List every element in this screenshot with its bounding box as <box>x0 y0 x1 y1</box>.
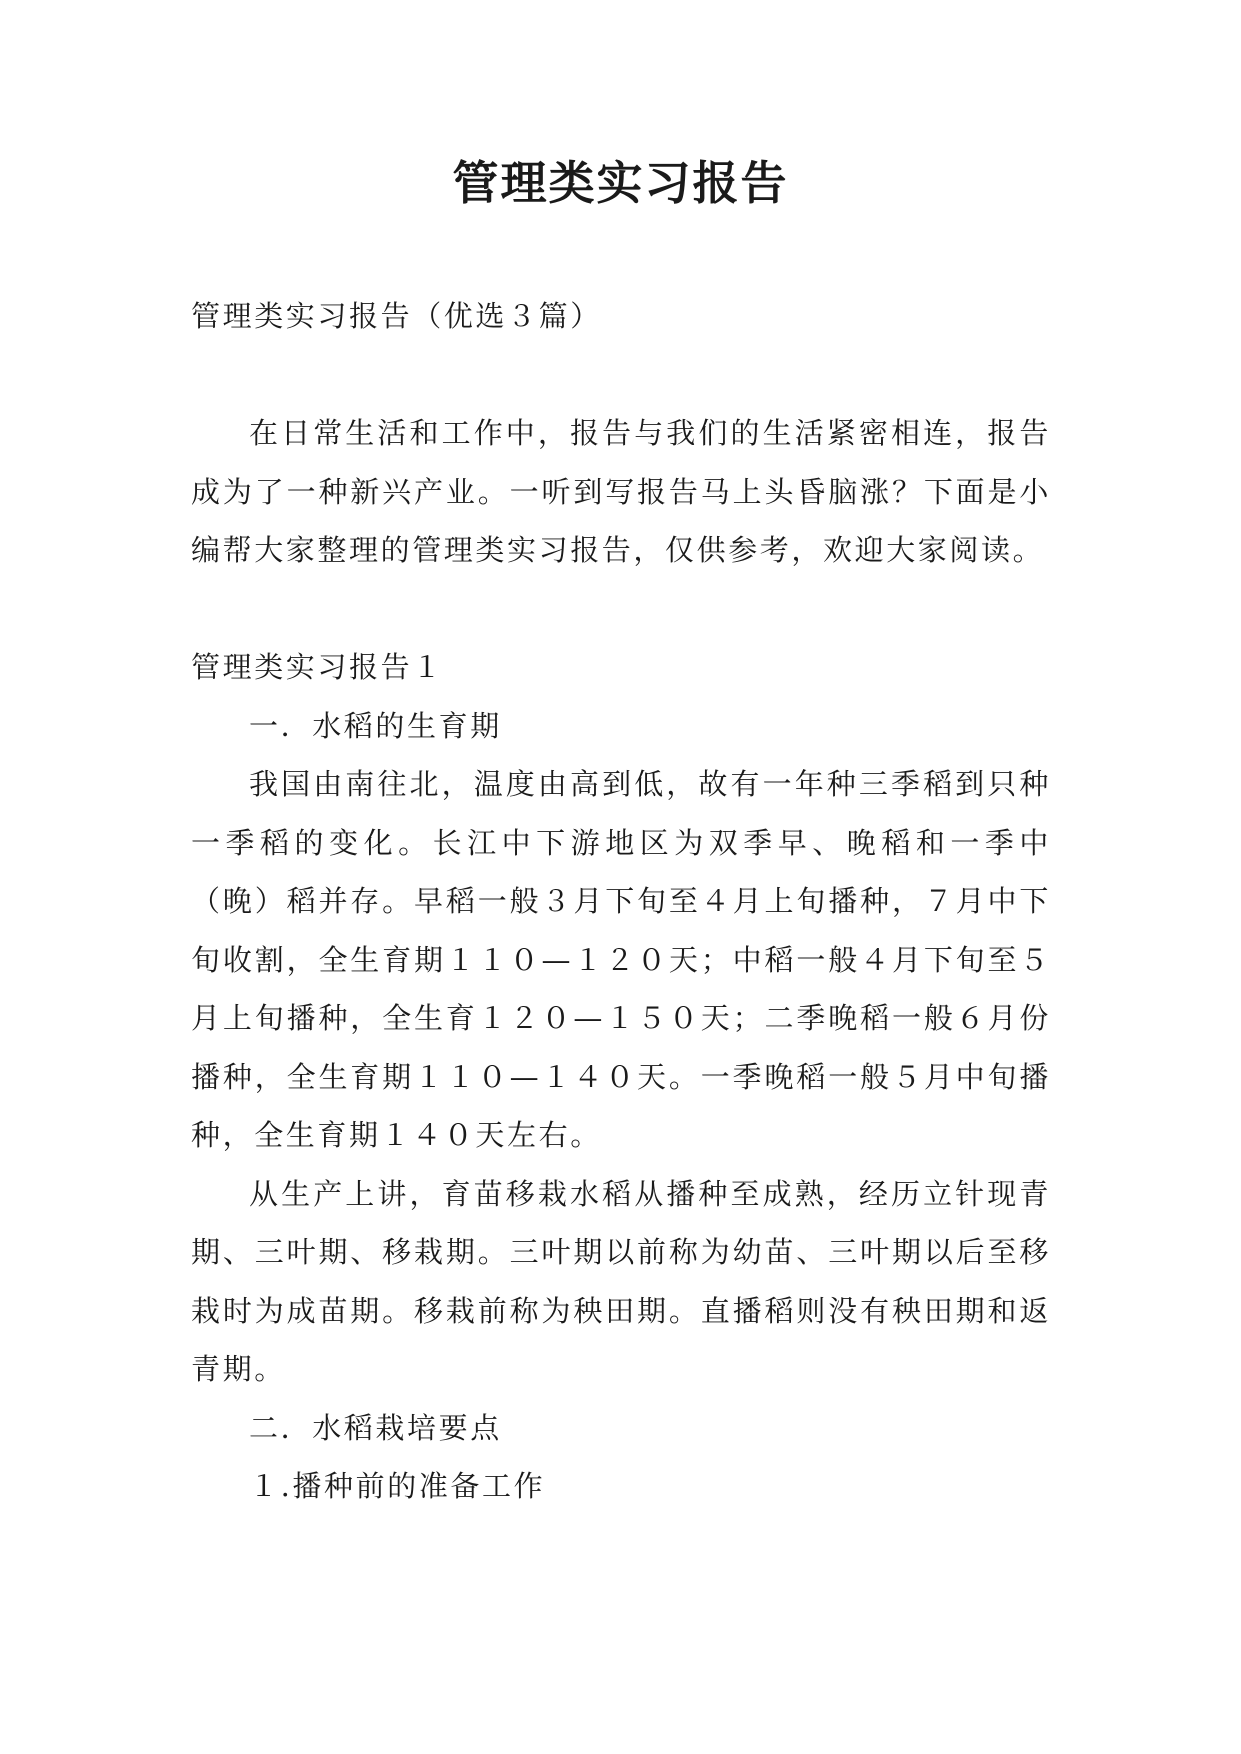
subsection-heading: １.播种前的准备工作 <box>249 1469 546 1503</box>
intro-paragraph: 在日常生活和工作中，报告与我们的生活紧密相连，报告成为了一种新兴产业。一听到写报告马上头昏脑涨？下面是小编帮大家整理的管理类实习报告，仅供参考，欢迎大家阅读。 <box>191 416 1051 567</box>
document-body <box>191 287 1051 1516</box>
paragraph-gap <box>191 346 1051 405</box>
body-paragraph: 从生产上讲，育苗移栽水稻从播种至成熟，经历立针现青期、三叶期、移栽期。三叶期以前称为幼苗、三叶期以后至移栽时为成苗期。移栽前称为秧田期。直播稻则没有秧田期和返青期。 <box>191 1176 1051 1386</box>
document-subtitle: 管理类实习报告（优选３篇） <box>191 299 602 333</box>
section-heading: 二．水稻栽培要点 <box>249 1410 502 1445</box>
section-title: 管理类实习报告１ <box>191 650 444 684</box>
document-title: 管理类实习报告 <box>452 156 789 210</box>
section-heading: 一．水稻的生育期 <box>249 708 502 743</box>
paragraph-gap <box>191 580 1051 639</box>
body-paragraph: 我国由南往北，温度由高到低，故有一年种三季稻到只种一季稻的变化。长江中下游地区为双季早、晚稻和一季中（晚）稻并存。早稻一般３月下旬至４月上旬播种，７月中下旬收割，全生育期１１０—１２０天；中稻一般４月下旬至５月上旬播种，全生育１２０—１５０天；二季晚稻一般６月份播种，全生育期１１０—１４０天。一季晚稻一般５月中旬播种，全生育期１４０天左右。 <box>191 767 1051 1152</box>
